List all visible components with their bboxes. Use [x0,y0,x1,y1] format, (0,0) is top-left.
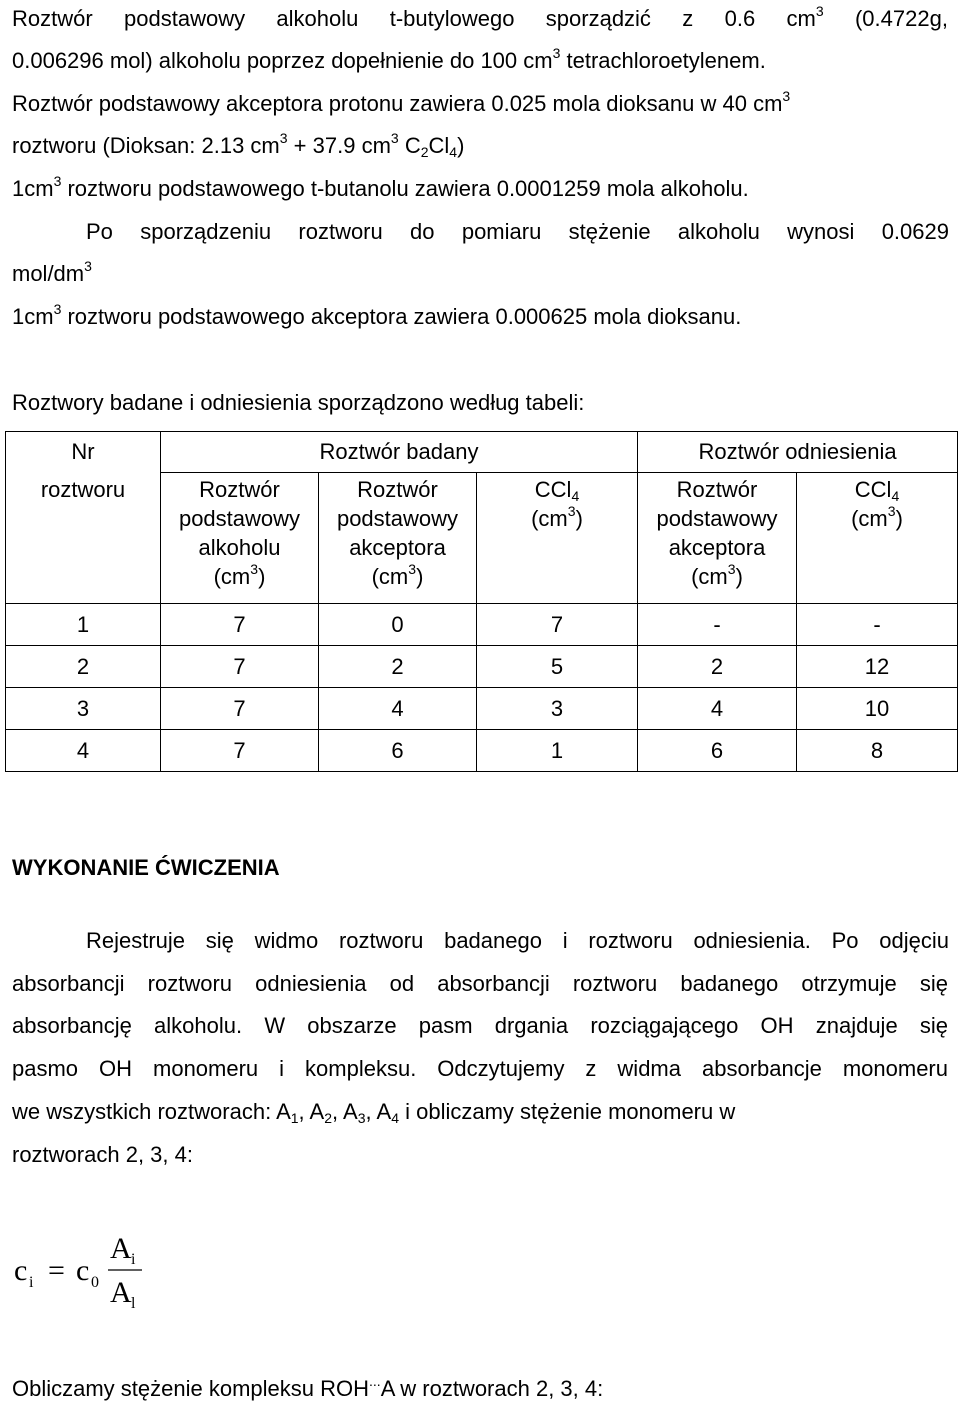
section-heading: WYKONANIE ĆWICZENIA [12,855,280,880]
table-cell: 4 [638,688,797,730]
table-cell: 0 [319,604,477,646]
table-cell: 10 [797,688,958,730]
table-cell: 7 [161,688,319,730]
table-cell: 7 [477,604,638,646]
formula-den-l: l [131,1295,136,1312]
table-row [6,730,958,772]
intro-line-6: Po sporządzeniu roztworu do pomiaru stężenie alkoholu wynosi 0.0629 [86,219,949,244]
formula-num-i: i [131,1251,136,1268]
header-alkohol-col: Roztwór podstawowy alkoholu $(cm^3)$ [161,473,319,604]
formula-den-A: A [110,1276,132,1309]
para-line-3: absorbancję alkoholu. W obszarze pasm drgania rozciągającego OH znajduje się [12,1013,948,1038]
para-line-4: pasmo OH monomeru i kompleksu. Odczytujemy z widma absorbancje monomeru [12,1056,948,1081]
table-cell: - [797,604,958,646]
intro-line-8: $1cm^3$ roztworu podstawowego akceptora zawiera 0.000625 mola dioksanu. [12,301,742,329]
header-akceptor-col: Roztwór podstawowy akceptora $(cm^3)$ [319,473,477,604]
table-cell: 4 [6,730,161,772]
para-line-6: roztworach 2, 3, 4: [12,1142,193,1167]
solutions-table [5,431,958,772]
table-cell: 3 [6,688,161,730]
formula-i: i [29,1274,34,1291]
table-cell: 1 [6,604,161,646]
table-cell: 3 [477,688,638,730]
header-ref-ccl4-col: CCl$_4$ $(cm^3)$ [797,473,958,604]
header-roztworu: roztworu [6,473,161,604]
para-line-1: Rejestruje się widmo roztworu badanego i roztworu odniesienia. Po odjęciu [86,928,949,953]
table-cell: - [638,604,797,646]
table-intro-text: Roztwory badane i odniesienia sporządzono według tabeli: [12,390,585,415]
table-cell: 7 [161,730,319,772]
formula-c0: c [76,1254,90,1287]
monomer-concentration-formula [14,1232,214,1322]
table-cell: 8 [797,730,958,772]
intro-line-5: $1cm^3$ roztworu podstawowego t-butanolu zawiera 0.0001259 mola alkoholu. [12,173,749,201]
table-cell: 2 [319,646,477,688]
table-cell: 4 [319,688,477,730]
table-row [6,688,958,730]
intro-line-1: Roztwór podstawowy alkoholu t-butylowego sporządzić z 0.6 $cm^3$ (0.4722g, [12,3,948,31]
table-row [6,646,958,688]
header-roztwor-odniesienia: Roztwór odniesienia [638,432,958,473]
table-cell: 7 [161,604,319,646]
formula-c: c [14,1254,28,1287]
header-nr: Nr [6,432,161,473]
intro-line-2: 0.006296 mol) alkoholu poprzez dopełnienie do 100 $cm^3$ tetrachloroetylenem. [12,45,766,73]
table-cell: 5 [477,646,638,688]
table-row [6,604,958,646]
header-ref-akceptor-col: Roztwór podstawowy akceptora $(cm^3)$ [638,473,797,604]
intro-line-7: mol/$dm^3$ [12,258,92,286]
formula-zero: 0 [91,1274,99,1291]
para-line-5: we wszystkich roztworach: $A_1$, $A_2$, $A_3$, $A_4$ i obliczamy stężenie monomeru w [12,1099,736,1126]
last-line: Obliczamy stężenie kompleksu ROH...A w roztworach 2, 3, 4: [12,1373,604,1401]
formula-num-A: A [110,1232,132,1265]
intro-line-3: Roztwór podstawowy akceptora protonu zawiera 0.025 mola dioksanu w 40 $cm^3$ [12,88,791,116]
intro-line-4: roztworu (Dioksan: 2.13 $cm^3 + 37.9$ $cm^3$ $C_2Cl_4$) [12,130,465,160]
header-roztwor-badany: Roztwór badany [161,432,638,473]
formula-eq: = [48,1254,65,1287]
para-line-2: absorbancji roztworu odniesienia od absorbancji roztworu badanego otrzymuje się [12,971,948,996]
table-cell: 12 [797,646,958,688]
table-cell: 6 [638,730,797,772]
table-cell: 2 [6,646,161,688]
table-cell: 7 [161,646,319,688]
table-cell: 6 [319,730,477,772]
table-cell: 1 [477,730,638,772]
header-ccl4-col: CCl$_4$ $(cm^3)$ [477,473,638,604]
table-cell: 2 [638,646,797,688]
